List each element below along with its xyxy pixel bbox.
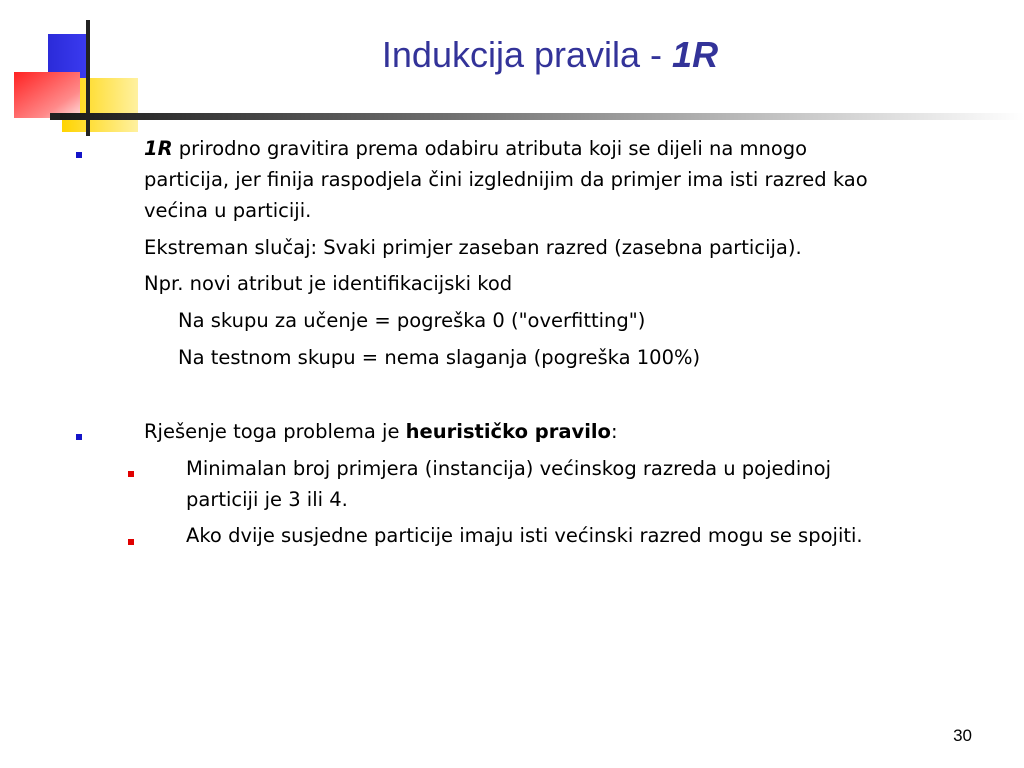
paragraph-1-sub-1: Na skupu za učenje = pogreška 0 ("overfitting") [178,309,646,332]
page-number: 30 [953,726,972,745]
paragraph-2-bold: heurističko pravilo [405,420,611,443]
paragraph-1-lead: 1R [144,137,173,160]
paragraph-1-line-1 [144,133,807,164]
paragraph-1-example: Npr. novi atribut je identifikacijski kod [144,272,513,295]
bullet-icon [76,434,82,440]
paragraph-1-rest: prirodno gravitira prema odabiru atributa koji se dijeli na mnogo [172,137,808,160]
logo-red-square [14,72,80,118]
sub-bullet-a-line-1: Minimalan broj primjera (instancija) većinskog razreda u pojedinoj [186,457,831,480]
sub-bullet-icon [128,471,134,477]
paragraph-1-sub-2: Na testnom skupu = nema slaganja (pogreška 100%) [178,346,701,369]
slide-title [200,34,900,76]
bullet-icon [76,152,82,158]
paragraph-2-post: : [610,420,618,443]
sub-bullet-icon [128,539,134,545]
title-main: Indukcija pravila - [381,34,673,75]
paragraph-2 [144,416,618,447]
paragraph-1-line-2: particija, jer finija raspodjela čini izglednijim da primjer ima isti razred kao [144,168,868,191]
paragraph-1-line-3: većina u particiji. [144,199,312,222]
paragraph-1-extreme-case: Ekstreman slučaj: Svaki primjer zaseban razred (zasebna particija). [144,236,802,259]
sub-bullet-b: Ako dvije susjedne particije imaju isti većinski razred mogu se spojiti. [186,524,863,547]
sub-bullet-a-line-2: particiji je 3 ili 4. [186,488,348,511]
paragraph-2-pre: Rješenje toga problema je [144,420,406,443]
title-underline [60,113,1024,120]
logo-blue-square [48,34,88,78]
title-accent: 1R [672,34,719,75]
